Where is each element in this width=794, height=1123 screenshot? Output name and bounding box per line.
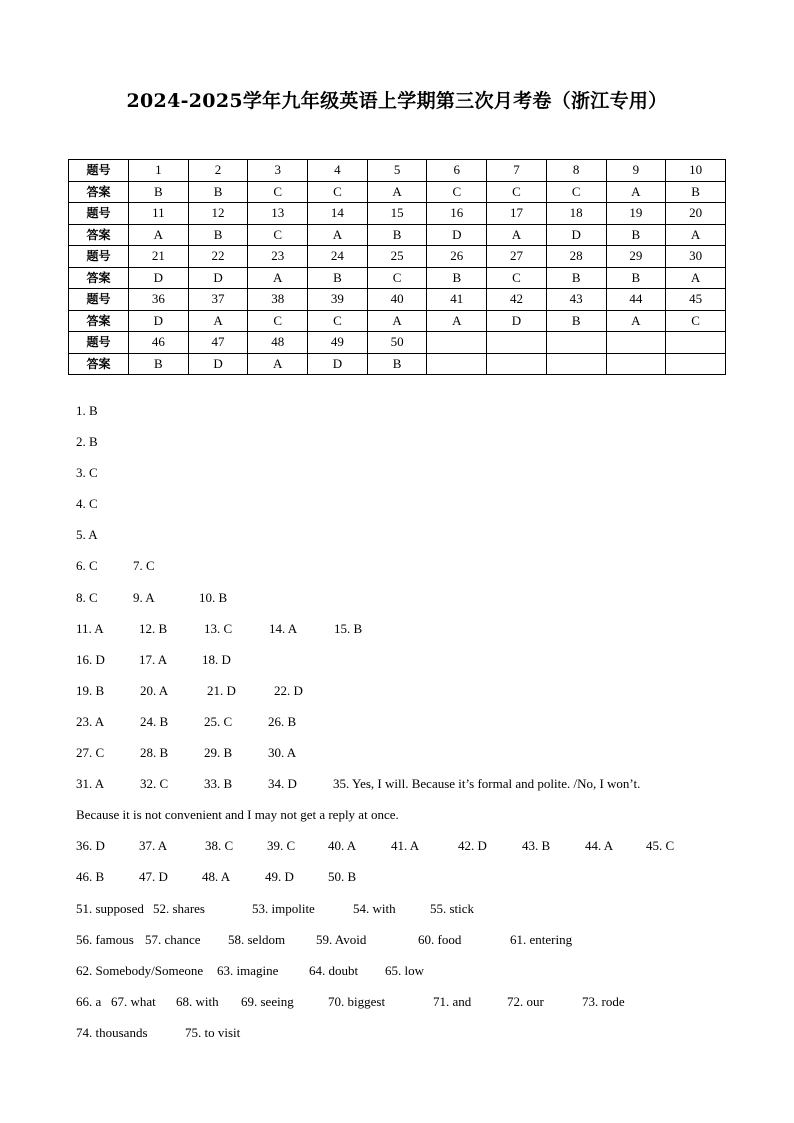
answer-line: [76, 494, 736, 525]
answer-item: 27. C: [76, 745, 105, 761]
answer-item: 34. D: [268, 776, 297, 792]
table-cell: 26: [427, 246, 487, 268]
answer-item: 1. B: [76, 403, 98, 418]
answer-item: 11. A: [76, 620, 104, 636]
table-cell: D: [427, 224, 487, 246]
answer-item: 29. B: [204, 745, 233, 761]
table-cell: B: [188, 181, 248, 203]
table-cell: 37: [188, 289, 248, 311]
answer-item: 20. A: [140, 682, 169, 698]
answer-item: 74. thousands: [76, 1024, 148, 1040]
answer-item: 37. A: [139, 838, 168, 854]
answer-line: [76, 930, 736, 961]
answer-line: [76, 961, 736, 992]
answer-list: [76, 401, 736, 1054]
answer-line: [76, 401, 736, 432]
answer-item: 58. seldom: [228, 931, 286, 947]
answer-item: 9. A: [133, 589, 155, 605]
answer-item: 56. famous: [76, 931, 134, 947]
table-cell: C: [427, 181, 487, 203]
table-cell: A: [188, 310, 248, 332]
table-cell: 38: [248, 289, 308, 311]
table-cell: 19: [606, 203, 666, 225]
table-cell: 43: [546, 289, 606, 311]
table-cell: B: [666, 181, 726, 203]
table-cell: A: [248, 353, 308, 375]
answer-item: 68. with: [176, 993, 219, 1009]
answer-item: 61. entering: [510, 931, 573, 947]
answer-line: [76, 525, 736, 556]
table-cell: 23: [248, 246, 308, 268]
answer-key-table: [68, 159, 726, 375]
table-cell: C: [367, 267, 427, 289]
answer-item: 26. B: [268, 713, 297, 729]
answer-line: [76, 805, 736, 836]
answer-item: 38. C: [205, 838, 234, 854]
answer-item: 16. D: [76, 651, 105, 667]
table-cell: 27: [487, 246, 547, 268]
answer-item: 33. B: [204, 776, 233, 792]
answer-line: [76, 588, 736, 619]
page-title: 2024-2025学年九年级英语上学期第三次月考卷（浙江专用）: [126, 90, 668, 112]
answer-item: 46. B: [76, 869, 105, 885]
table-cell: 3: [248, 160, 308, 182]
answer-item: 5. A: [76, 527, 98, 543]
answer-item: 62. Somebody/Someone: [76, 962, 204, 978]
answer-item: 39. C: [267, 838, 296, 854]
table-cell: A: [666, 224, 726, 246]
answer-line: [76, 743, 736, 774]
table-row: [69, 246, 726, 268]
answer-item: 17. A: [139, 651, 168, 667]
table-cell: D: [308, 353, 368, 375]
answer-item: 44. A: [585, 838, 614, 854]
table-cell: B: [606, 224, 666, 246]
table-cell: D: [487, 310, 547, 332]
answer-item: 22. D: [274, 682, 303, 698]
table-cell: 21: [129, 246, 189, 268]
answer-line: [76, 650, 736, 681]
answer-item: 14. A: [269, 620, 298, 636]
row-label: 答案: [69, 224, 129, 246]
table-cell: D: [188, 267, 248, 289]
table-cell: 2: [188, 160, 248, 182]
answer-item: 30. A: [268, 745, 297, 761]
answer-item: 57. chance: [145, 931, 201, 947]
table-cell: 29: [606, 246, 666, 268]
table-cell: 40: [367, 289, 427, 311]
table-cell: [487, 332, 547, 354]
answer-item: 3. C: [76, 465, 98, 481]
table-cell: [606, 332, 666, 354]
answer-item: 6. C: [76, 558, 98, 574]
answer-item: 67. what: [111, 993, 156, 1009]
table-cell: 46: [129, 332, 189, 354]
answer-line: [76, 774, 736, 805]
answer-item: 64. doubt: [309, 962, 359, 978]
table-cell: D: [129, 267, 189, 289]
table-cell: 17: [487, 203, 547, 225]
answer-item: 2. B: [76, 434, 98, 450]
answer-item: 71. and: [433, 993, 472, 1009]
answer-line: [76, 619, 736, 650]
answer-item: 72. our: [507, 993, 544, 1009]
table-cell: A: [427, 310, 487, 332]
table-cell: C: [248, 181, 308, 203]
table-cell: 42: [487, 289, 547, 311]
answer-item: 45. C: [646, 838, 675, 854]
answer-item: 15. B: [334, 620, 363, 636]
answer-line: [76, 867, 736, 898]
answer-item: 18. D: [202, 651, 231, 667]
answer-item: 36. D: [76, 838, 105, 854]
table-row: [69, 267, 726, 289]
table-cell: A: [367, 181, 427, 203]
answer-item: 63. imagine: [217, 962, 279, 978]
table-cell: C: [487, 267, 547, 289]
table-cell: 36: [129, 289, 189, 311]
answer-item: 75. to visit: [185, 1024, 241, 1040]
table-cell: C: [546, 181, 606, 203]
table-row: [69, 332, 726, 354]
answer-item: 50. B: [328, 869, 357, 885]
row-label: 答案: [69, 353, 129, 375]
table-cell: 4: [308, 160, 368, 182]
table-cell: C: [308, 310, 368, 332]
row-label: 题号: [69, 289, 129, 311]
answer-item: 12. B: [139, 620, 168, 636]
table-cell: 49: [308, 332, 368, 354]
answer-item: 24. B: [140, 713, 169, 729]
table-cell: A: [367, 310, 427, 332]
table-cell: 25: [367, 246, 427, 268]
answer-item: 4. C: [76, 496, 98, 512]
table-row: [69, 289, 726, 311]
table-cell: B: [546, 267, 606, 289]
answer-item: 53. impolite: [252, 900, 315, 916]
answer-item: 48. A: [202, 869, 231, 885]
table-cell: A: [666, 267, 726, 289]
table-cell: 47: [188, 332, 248, 354]
table-cell: 24: [308, 246, 368, 268]
table-cell: D: [188, 353, 248, 375]
answer-item: 54. with: [353, 900, 396, 916]
table-cell: B: [129, 353, 189, 375]
table-cell: [546, 332, 606, 354]
answer-item: 10. B: [199, 589, 228, 605]
answer-item: 65. low: [385, 962, 424, 978]
table-cell: C: [248, 310, 308, 332]
table-cell: A: [129, 224, 189, 246]
answer-item: 69. seeing: [241, 993, 294, 1009]
answer-line: [76, 681, 736, 712]
table-cell: C: [487, 181, 547, 203]
answer-item: 25. C: [204, 713, 233, 729]
table-cell: 48: [248, 332, 308, 354]
answer-item: 28. B: [140, 745, 169, 761]
table-cell: 22: [188, 246, 248, 268]
table-cell: D: [546, 224, 606, 246]
answer-line: [76, 463, 736, 494]
table-cell: 15: [367, 203, 427, 225]
table-cell: A: [606, 181, 666, 203]
answer-line: [76, 712, 736, 743]
table-cell: 45: [666, 289, 726, 311]
row-label: 答案: [69, 267, 129, 289]
table-cell: 20: [666, 203, 726, 225]
table-cell: [606, 353, 666, 375]
table-row: [69, 203, 726, 225]
table-cell: B: [308, 267, 368, 289]
table-cell: 13: [248, 203, 308, 225]
table-cell: B: [188, 224, 248, 246]
table-cell: A: [487, 224, 547, 246]
table-cell: B: [367, 353, 427, 375]
answer-item: 13. C: [204, 620, 233, 636]
table-cell: 8: [546, 160, 606, 182]
answer-item: 73. rode: [582, 993, 625, 1009]
answer-item: 66. a: [76, 993, 102, 1009]
answer-item: 7. C: [133, 558, 155, 574]
answer-item: 60. food: [418, 931, 462, 947]
row-label: 答案: [69, 181, 129, 203]
answer-item: 49. D: [265, 869, 294, 885]
table-cell: 1: [129, 160, 189, 182]
table-cell: [666, 353, 726, 375]
answer-item: 47. D: [139, 869, 168, 885]
table-cell: B: [367, 224, 427, 246]
table-cell: 5: [367, 160, 427, 182]
table-cell: 18: [546, 203, 606, 225]
answer-item: 35. Yes, I will. Because it’s formal and polite. /No, I won’t.: [333, 776, 641, 792]
table-cell: 16: [427, 203, 487, 225]
table-cell: B: [427, 267, 487, 289]
answer-item: Because it is not convenient and I may not get a reply at once.: [76, 807, 399, 823]
table-row: [69, 224, 726, 246]
row-label: 答案: [69, 310, 129, 332]
answer-item: 41. A: [391, 838, 420, 854]
answer-item: 8. C: [76, 589, 98, 605]
answer-item: 21. D: [207, 682, 236, 698]
table-cell: 28: [546, 246, 606, 268]
table-cell: 12: [188, 203, 248, 225]
table-cell: 11: [129, 203, 189, 225]
table-cell: 44: [606, 289, 666, 311]
answer-item: 51. supposed: [76, 900, 144, 916]
table-cell: C: [666, 310, 726, 332]
row-label: 题号: [69, 246, 129, 268]
answer-item: 31. A: [76, 776, 105, 792]
table-row: [69, 353, 726, 375]
table-cell: 41: [427, 289, 487, 311]
table-cell: C: [308, 181, 368, 203]
table-cell: 50: [367, 332, 427, 354]
table-cell: [666, 332, 726, 354]
table-cell: B: [606, 267, 666, 289]
table-cell: 39: [308, 289, 368, 311]
answer-line: [76, 992, 736, 1023]
answer-item: 59. Avoid: [316, 931, 367, 947]
answer-item: 40. A: [328, 838, 357, 854]
answer-item: 70. biggest: [328, 993, 386, 1009]
table-cell: B: [546, 310, 606, 332]
table-cell: 14: [308, 203, 368, 225]
table-row: [69, 181, 726, 203]
answer-item: 55. stick: [430, 900, 475, 916]
answer-key-table-body: [69, 160, 726, 375]
answer-item: 42. D: [458, 838, 487, 854]
table-cell: 7: [487, 160, 547, 182]
table-cell: [546, 353, 606, 375]
table-cell: B: [129, 181, 189, 203]
table-cell: 6: [427, 160, 487, 182]
answer-item: 32. C: [140, 776, 169, 792]
answer-line: [76, 836, 736, 867]
table-row: [69, 160, 726, 182]
table-cell: 9: [606, 160, 666, 182]
table-cell: A: [248, 267, 308, 289]
table-cell: [427, 332, 487, 354]
answer-line: [76, 1023, 736, 1054]
answer-item: 43. B: [522, 838, 551, 854]
table-cell: [487, 353, 547, 375]
answer-line: [76, 556, 736, 587]
answer-item: 23. A: [76, 713, 105, 729]
table-cell: [427, 353, 487, 375]
row-label: 题号: [69, 203, 129, 225]
row-label: 题号: [69, 332, 129, 354]
table-cell: 30: [666, 246, 726, 268]
answer-line: [76, 899, 736, 930]
table-cell: A: [308, 224, 368, 246]
answer-item: 52. shares: [153, 900, 205, 916]
answer-item: 19. B: [76, 682, 105, 698]
table-cell: A: [606, 310, 666, 332]
row-label: 题号: [69, 160, 129, 182]
answer-line: [76, 432, 736, 463]
table-row: [69, 310, 726, 332]
table-cell: D: [129, 310, 189, 332]
table-cell: 10: [666, 160, 726, 182]
table-cell: C: [248, 224, 308, 246]
